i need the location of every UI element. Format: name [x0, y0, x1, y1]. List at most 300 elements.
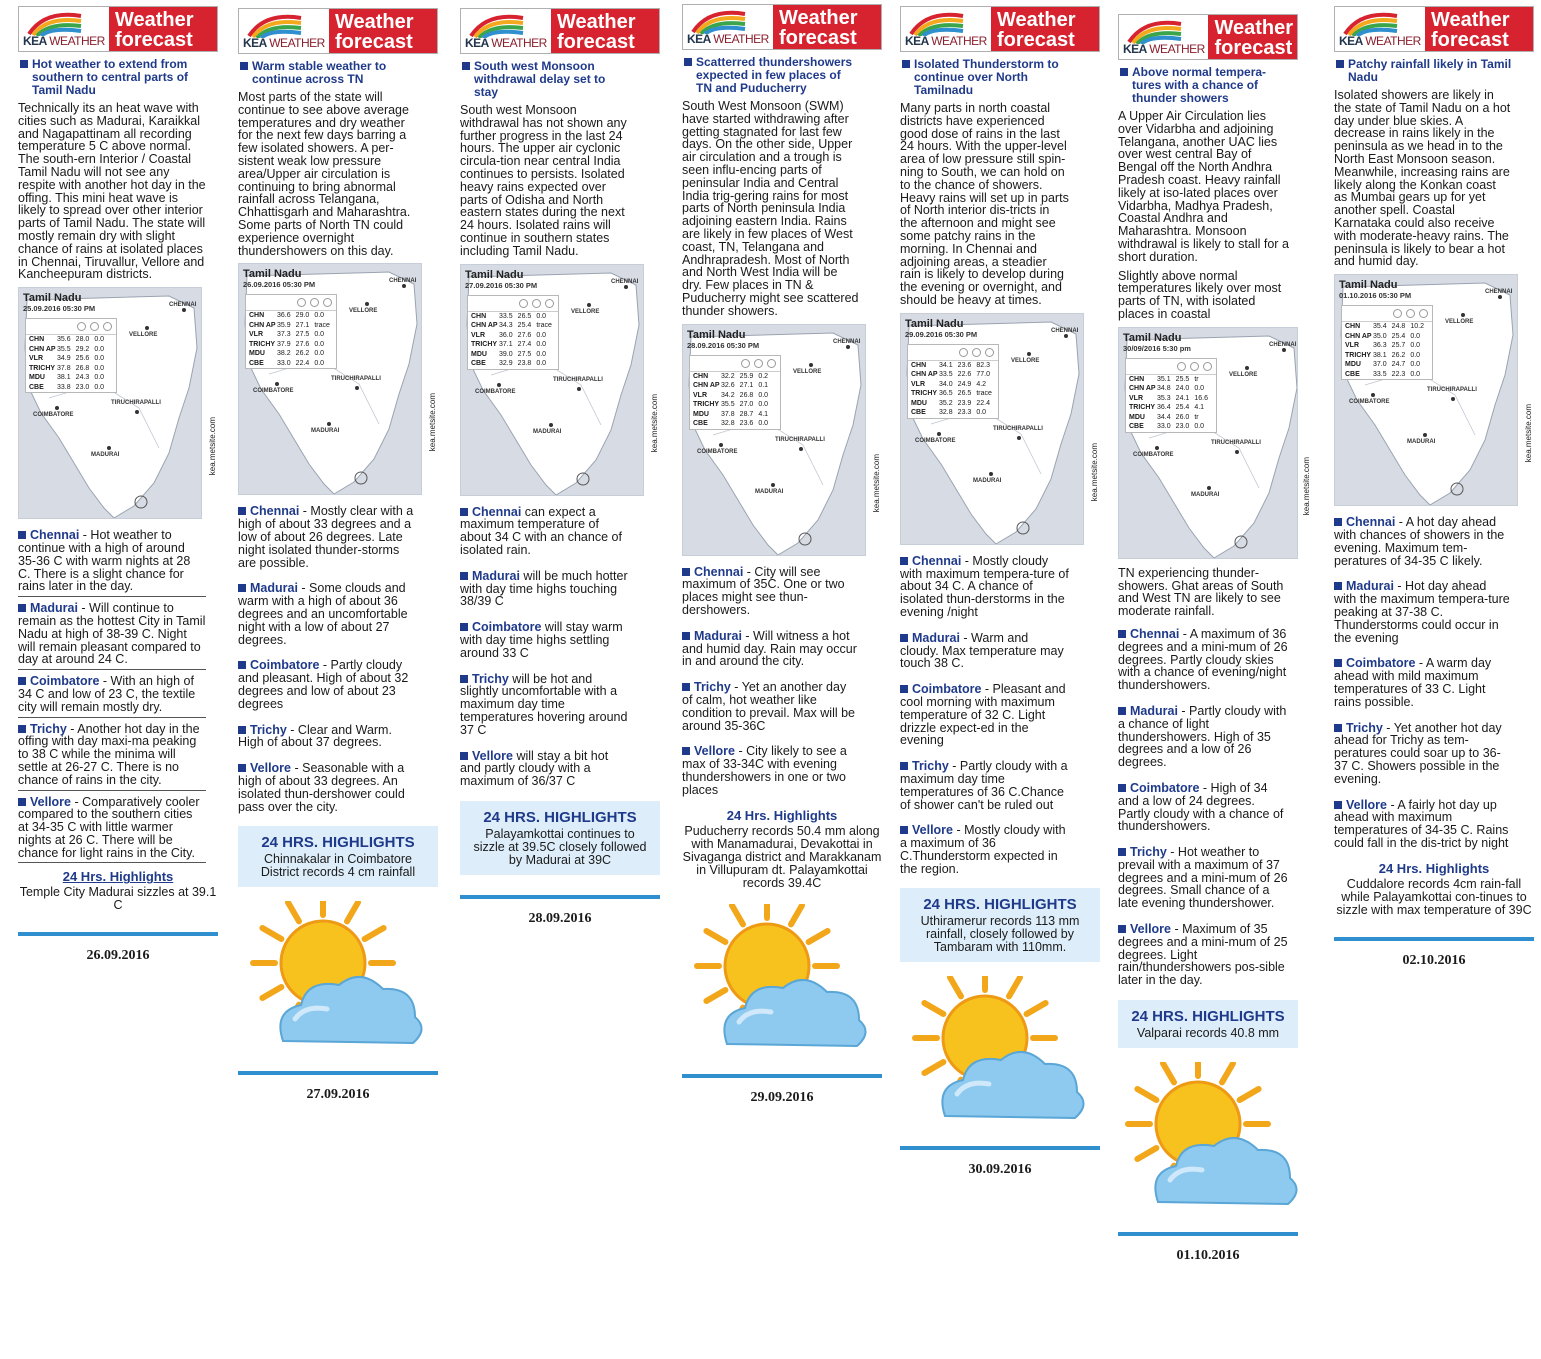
forecast-column-7 — [1334, 6, 1534, 969]
city-name: Chennai — [30, 528, 80, 543]
badge-line2: forecast — [779, 27, 857, 49]
table-row — [908, 370, 998, 380]
table-cell: 35.9 — [277, 321, 291, 329]
city-label-coimbatore: COIMBATORE — [915, 437, 956, 444]
bullet-square-icon — [1334, 724, 1342, 732]
logo-weather: WEATHER — [1149, 42, 1205, 56]
table-cell: 10.2 — [1410, 323, 1424, 331]
city-label-trichy: TIRUCHIRAPALLI — [1211, 439, 1261, 446]
highlights — [1118, 1000, 1298, 1048]
table-cell: 77.0 — [976, 371, 990, 379]
logo-weather: WEATHER — [49, 34, 105, 48]
city-label-chennai: CHENNAI — [1485, 289, 1513, 296]
city-forecast-text: - High of 34 and a low of 24 degrees. Partly cloudy with a chance of thundershowers. — [1118, 780, 1284, 834]
table-cell: 0.0 — [314, 359, 325, 367]
tamil-nadu-map — [682, 324, 866, 556]
city-name: Trichy — [250, 722, 287, 737]
divider-rule — [1334, 937, 1534, 941]
map-title: Tamil Nadu — [1339, 279, 1398, 292]
city-forecast-chennai — [460, 504, 632, 560]
table-cell: 0.0 — [314, 312, 325, 320]
tamil-nadu-map — [18, 287, 202, 519]
table-cell: CHN — [693, 372, 709, 380]
divider-rule — [460, 895, 660, 899]
table-cell: CHN AP — [29, 345, 56, 353]
table-row — [26, 364, 116, 374]
forecast-column-4 — [682, 4, 882, 1106]
table-row — [26, 354, 116, 364]
table-cell: 27.1 — [739, 382, 754, 390]
city-label-vellore: VELLORE — [793, 368, 822, 375]
divider-rule — [18, 932, 218, 936]
issue-date: 30.09.2016 — [968, 1162, 1032, 1178]
city-name: Vellore — [472, 748, 513, 763]
city-forecast-chennai — [1118, 626, 1290, 695]
city-name: Trichy — [30, 721, 67, 736]
table-cell: 35.0 — [1373, 332, 1387, 340]
city-name: Trichy — [694, 680, 731, 695]
table-cell: 0.0 — [1194, 423, 1205, 431]
table-row — [246, 330, 336, 340]
bullet-square-icon — [900, 762, 908, 770]
city-forecast-chennai — [18, 527, 206, 597]
rain-icon — [323, 298, 332, 307]
map-title: Tamil Nadu — [1123, 331, 1182, 344]
city-label-coimbatore: COIMBATORE — [1349, 399, 1390, 406]
city-label-trichy: TIRUCHIRAPALLI — [993, 425, 1043, 432]
table-cell: 32.6 — [721, 382, 735, 390]
city-forecast-text: - Comparatively cooler compared to the southern cities at 34-35 C with little warmer nights at 26 C. There will be chance for light rains in the City. — [18, 794, 200, 860]
city-label-madurai: MADURAI — [91, 452, 120, 459]
highlights — [18, 869, 218, 912]
forecast-column-3 — [460, 8, 660, 927]
bullet-square-icon — [18, 531, 26, 539]
city-name: Madurai — [912, 630, 960, 645]
table-cell: TRICHY — [29, 364, 56, 372]
column-header — [238, 8, 438, 54]
temperature-table — [1125, 358, 1217, 433]
site-url: kea.metsite.com — [1302, 457, 1311, 516]
table-cell: 0.0 — [314, 331, 325, 339]
table-cell: 27.6 — [517, 331, 532, 339]
map-title: Tamil Nadu — [687, 328, 746, 341]
city-forecast-text: - Hot day ahead with the maximum tempera-ture peaking at 37-38 C. Thunderstorms could occur in the evening — [1334, 579, 1510, 645]
moon-icon — [532, 299, 541, 308]
city-forecast-madurai — [460, 568, 632, 611]
table-cell: 32.2 — [721, 372, 735, 380]
table-cell: TRICHY — [693, 401, 720, 409]
city-forecast-trichy — [1118, 844, 1290, 913]
highlights-title: 24 HRS. HIGHLIGHTS — [1131, 1008, 1285, 1026]
city-forecast-text: will be hot and slightly uncomfortable with a maximum day time temperatures hovering around 37 C — [460, 671, 628, 737]
table-cell: 35.5 — [721, 401, 735, 409]
sun-icon — [959, 348, 968, 357]
table-cell: 29.2 — [75, 345, 90, 353]
table-cell: 24.3 — [75, 374, 90, 382]
city-label-trichy: TIRUCHIRAPALLI — [553, 376, 603, 383]
logo-kea: KEA — [905, 34, 929, 48]
bullet-square-icon — [238, 584, 246, 592]
city-name: Vellore — [1346, 797, 1387, 812]
column-header — [900, 6, 1100, 52]
city-forecast-coimbatore — [460, 619, 632, 662]
table-row — [690, 400, 780, 410]
table-cell: VLR — [249, 331, 263, 339]
city-name: Trichy — [1346, 720, 1383, 735]
city-name: Madurai — [1130, 703, 1178, 718]
city-name: Chennai — [472, 504, 522, 519]
article-body: South west Monsoon withdrawal has not shown any further progress in the last 24 hours. The upper air cyclonic circula-tion near central India continues to persists. Isolated heavy rains expected over parts of Odisha and North eastern states during the next 24 hours. Isolated rains will continue in southern states including Tamil Nadu. — [460, 103, 627, 258]
moon-icon — [1406, 309, 1415, 318]
bullet-square-icon — [1118, 925, 1126, 933]
city-forecast-text: - Partly cloudy and pleasant. High of about 32 degrees and low of about 23 degrees — [238, 658, 409, 711]
bullet-square-icon — [900, 557, 908, 565]
table-cell: 27.6 — [295, 340, 310, 348]
table-cell: trace — [314, 321, 330, 329]
table-cell: 4.1 — [1194, 404, 1205, 412]
rainbow-icon — [1125, 18, 1185, 44]
city-name: Vellore — [30, 794, 71, 809]
table-cell: 26.2 — [295, 350, 310, 358]
sun-cloud-icon — [905, 976, 1095, 1126]
pre-forecast-text: TN experiencing thunder-showers. Ghat areas of South and West TN are likely to see moderate rainfall. — [1118, 565, 1284, 619]
table-cell: 24.7 — [1391, 361, 1406, 369]
table-row — [1126, 384, 1216, 394]
city-name: Coimbatore — [472, 620, 542, 635]
table-cell: CHN AP — [1345, 332, 1372, 340]
headline: South west Monsoon withdrawal delay set to stay — [460, 60, 632, 99]
table-cell: 26.2 — [1391, 351, 1406, 359]
table-cell: VLR — [471, 331, 485, 339]
table-cell: 35.4 — [1373, 323, 1387, 331]
city-forecast-trichy — [238, 722, 416, 753]
bullet-square-icon — [460, 675, 468, 683]
sun-icon — [1393, 309, 1402, 318]
city-forecasts — [18, 527, 206, 863]
weather-forecast-badge — [1425, 7, 1533, 51]
tamil-nadu-map — [460, 264, 644, 496]
table-cell: 38.2 — [277, 350, 291, 358]
bullet-square-icon — [18, 725, 26, 733]
table-cell: 24.1 — [1175, 394, 1190, 402]
city-forecast-chennai — [238, 503, 416, 572]
bullet-square-icon — [460, 572, 468, 580]
table-cell: MDU — [1345, 361, 1361, 369]
table-cell: 34.4 — [1157, 413, 1171, 421]
city-forecast-text: - Warm and cloudy. Max temperature may touch 38 C. — [900, 630, 1064, 671]
city-forecast-madurai — [238, 580, 416, 649]
table-cell: CHN AP — [249, 321, 276, 329]
logo-weather: WEATHER — [713, 32, 769, 46]
table-cell: 24.8 — [1391, 323, 1406, 331]
divider-rule — [1118, 1232, 1298, 1236]
table-cell: 33.5 — [939, 371, 953, 379]
badge-line1: Weather — [779, 7, 858, 29]
table-cell: CBE — [1129, 423, 1144, 431]
city-forecast-text: - Another hot day in the offing with day maxi-ma peaking to 38 C while the minima will settle at 26-27 C. There is no chance of rains in the city. — [18, 721, 200, 787]
table-cell: 26.5 — [517, 312, 532, 320]
issue-date: 26.09.2016 — [86, 948, 150, 964]
table-cell: 35.3 — [1157, 394, 1171, 402]
table-cell: 0.0 — [536, 350, 547, 358]
forecast-column-1 — [18, 6, 218, 964]
table-cell: 35.2 — [939, 399, 953, 407]
table-row — [1342, 332, 1432, 342]
sun-icon — [1177, 362, 1186, 371]
table-row — [690, 372, 780, 382]
city-forecasts — [1334, 514, 1512, 853]
city-forecast-text: will stay warm with day time highs settling around 33 C — [460, 620, 623, 660]
table-row — [26, 335, 116, 345]
bullet-square-icon — [1118, 707, 1126, 715]
column-header — [682, 4, 882, 50]
badge-line1: Weather — [997, 9, 1076, 31]
table-cell: CHN — [1345, 323, 1361, 331]
city-forecast-chennai — [900, 553, 1070, 622]
issue-date: 28.09.2016 — [528, 910, 592, 926]
sun-cloud-icon — [687, 904, 877, 1054]
city-name: Trichy — [912, 759, 949, 774]
badge-line1: Weather — [1214, 17, 1293, 39]
table-cell: 0.0 — [536, 341, 547, 349]
headline: Patchy rainfall likely in Tamil Nadu — [1334, 58, 1512, 84]
city-label-vellore: VELLORE — [571, 308, 600, 315]
column-header — [1118, 14, 1298, 60]
table-row — [26, 383, 116, 393]
table-row — [1342, 341, 1432, 351]
headline: Above normal tempera-tures with a chance of thunder showers — [1118, 66, 1290, 105]
highlights-title: 24 HRS. HIGHLIGHTS — [483, 808, 637, 826]
table-row — [468, 359, 558, 369]
table-cell: 0.2 — [758, 372, 769, 380]
rain-icon — [985, 348, 994, 357]
table-cell: 25.4 — [517, 322, 532, 330]
city-name: Madurai — [250, 581, 298, 596]
table-row — [908, 408, 998, 418]
divider-rule — [238, 1071, 438, 1075]
table-cell: 23.8 — [517, 360, 532, 368]
table-cell: 24.9 — [957, 380, 972, 388]
table-cell: 32.8 — [721, 420, 735, 428]
city-name: Madurai — [694, 628, 742, 643]
table-cell: CHN AP — [471, 322, 498, 330]
bullet-square-icon — [1334, 801, 1342, 809]
city-name: Trichy — [472, 671, 509, 686]
city-forecast-text: - Seasonable with a high of about 33 degrees. An isolated thun-dershower could pass over the city. — [238, 761, 405, 814]
map-timestamp: 25.09.2016 05:30 PM — [23, 304, 96, 314]
forecast-column-5 — [900, 6, 1100, 1178]
issue-date: 27.09.2016 — [306, 1087, 370, 1103]
moon-icon — [1190, 362, 1199, 371]
city-name: Vellore — [1130, 922, 1171, 937]
city-label-chennai: CHENNAI — [1269, 341, 1297, 348]
rainbow-icon — [689, 8, 749, 34]
rainbow-icon — [907, 10, 967, 36]
table-cell: TRICHY — [249, 340, 276, 348]
kea-weather-logo — [1335, 7, 1425, 51]
table-cell: 37.9 — [277, 340, 291, 348]
highlights-title: 24 Hrs. Highlights — [62, 869, 174, 885]
logo-kea: KEA — [23, 34, 47, 48]
table-cell: TRICHY — [911, 390, 938, 398]
forecast-column-2 — [238, 8, 438, 1103]
map-timestamp: 27.09.2016 05:30 PM — [465, 280, 538, 290]
city-label-madurai: MADURAI — [973, 477, 1002, 484]
city-forecast-text: - Partly cloudy with a chance of light thundershowers. High of 35 degrees and a low of 26 degrees. — [1118, 703, 1287, 770]
city-forecast-trichy — [460, 671, 632, 740]
city-name: Madurai — [1346, 579, 1394, 594]
map-title: Tamil Nadu — [23, 292, 82, 305]
table-cell: 23.0 — [1175, 423, 1190, 431]
rainbow-icon — [1341, 10, 1401, 36]
city-forecast-coimbatore — [900, 681, 1070, 750]
city-forecasts — [460, 504, 632, 791]
bullet-square-icon — [1334, 659, 1342, 667]
city-label-trichy: TIRUCHIRAPALLI — [331, 376, 381, 383]
table-cell: CBE — [1345, 370, 1360, 378]
table-cell: CBE — [29, 383, 44, 391]
logo-kea: KEA — [1123, 42, 1147, 56]
divider-rule — [900, 1146, 1100, 1150]
city-forecast-vellore — [900, 822, 1070, 878]
city-name: Vellore — [250, 761, 291, 776]
table-cell: 32.9 — [499, 360, 513, 368]
table-cell: 34.1 — [939, 361, 953, 369]
table-cell: 0.0 — [758, 420, 769, 428]
bullet-square-icon — [460, 508, 468, 516]
table-row — [690, 391, 780, 401]
kea-weather-logo — [19, 7, 109, 51]
highlights-text: Puducherry records 50.4 mm along with Manamadurai, Devakottai in Sivaganga district and Marakkanam in Villupuram dt. Palayamkottai records 39.4C — [682, 823, 882, 890]
table-cell: CHN — [29, 336, 45, 344]
table-row — [908, 380, 998, 390]
highlights-text: Palayamkottai continues to sizzle at 39.5C closely followed by Madurai at 39C — [473, 826, 647, 867]
table-row — [1126, 422, 1216, 432]
sun-icon — [741, 359, 750, 368]
badge-line1: Weather — [335, 11, 414, 33]
table-cell: 35.5 — [57, 345, 71, 353]
table-cell: 0.0 — [94, 364, 105, 372]
table-row — [690, 381, 780, 391]
table-cell: 16.6 — [1194, 394, 1208, 402]
highlights-text: Cuddalore records 4cm rain-fall while Palayamkottai con-tinues to sizzle with max temperature of 39C — [1336, 876, 1532, 917]
table-row — [246, 349, 336, 359]
city-name: Madurai — [472, 568, 520, 583]
bullet-square-icon — [18, 604, 26, 612]
map-timestamp: 30/09/2016 5:30 pm — [1123, 343, 1191, 353]
city-forecast-trichy — [900, 758, 1070, 814]
weather-forecast-badge — [329, 9, 437, 53]
bullet-square-icon — [1334, 582, 1342, 590]
temperature-table — [25, 318, 117, 393]
city-forecast-coimbatore — [1118, 780, 1290, 836]
table-cell: 0.0 — [536, 331, 547, 339]
city-label-madurai: MADURAI — [1407, 439, 1436, 446]
table-row — [1342, 370, 1432, 380]
table-row — [1126, 394, 1216, 404]
city-label-vellore: VELLORE — [1011, 357, 1040, 364]
kea-weather-logo — [1119, 15, 1208, 59]
table-cell: CHN AP — [1129, 385, 1156, 393]
sun-icon — [519, 299, 528, 308]
bullet-square-icon — [682, 632, 690, 640]
site-url: kea.metsite.com — [1524, 404, 1533, 463]
badge-line1: Weather — [1431, 9, 1510, 31]
table-row — [246, 340, 336, 350]
kea-weather-logo — [683, 5, 773, 49]
city-label-madurai: MADURAI — [755, 488, 784, 495]
city-name: Chennai — [694, 564, 744, 579]
article-body: Many parts in north coastal districts have experienced good dose of rains in the last 24 hours. With the upper-level area of low pressure still spin-ning to South, we can hold on to the chance of showers. Heavy rains will set up in parts of North interior dis-tricts in the afternoon and might see some patchy rains in the morning. In Chennai and adjoining areas, a steadier rain is likely to develop during the evening or overnight, and should be heavy at times. — [900, 101, 1069, 307]
table-cell: 0.1 — [758, 382, 769, 390]
map-title: Tamil Nadu — [905, 317, 964, 330]
bullet-square-icon — [238, 507, 246, 515]
city-name: Trichy — [1130, 845, 1167, 860]
city-forecast-vellore — [1334, 797, 1512, 853]
logo-weather: WEATHER — [1365, 34, 1421, 48]
moon-icon — [310, 298, 319, 307]
map-timestamp: 26.09.2016 05:30 PM — [243, 280, 316, 290]
city-forecast-text: - Hot weather to continue with a high of around 35-36 C with warm nights at 28 C. There is a slight chance for rains later in the day. — [18, 528, 191, 594]
badge-line2: forecast — [1214, 37, 1293, 59]
table-row — [1126, 375, 1216, 385]
table-cell: 27.5 — [295, 331, 310, 339]
city-forecast-text: - City will see maximum of 35C. One or two places might see thun-dershowers. — [682, 564, 845, 617]
table-cell: 0.0 — [1410, 361, 1421, 369]
city-forecast-trichy — [682, 679, 860, 735]
table-cell: 0.0 — [94, 336, 105, 344]
article-body: Most parts of the state will continue to see above average temperatures and dry weather for the next few days barring a few isolated showers. A per-sistent weak low pressure area/Upper air circulation is continuing to bring abnormal rainfall across Telangana, Chhattisgarh and Maharashtra. Some parts of North TN could experience overnight thundershowers on this day. — [238, 90, 411, 258]
table-cell: 0.0 — [314, 340, 325, 348]
table-cell: MDU — [29, 374, 45, 382]
table-cell: 0.0 — [1410, 351, 1421, 359]
bullet-square-icon — [1118, 848, 1126, 856]
table-cell: trace — [976, 390, 992, 398]
city-forecast-text: - Hot weather to prevail with a maximum of 37 degrees and a mini-mum of 26 degrees. Small chance of a late evening thundershower. — [1118, 845, 1288, 911]
moon-icon — [754, 359, 763, 368]
city-forecast-chennai — [682, 564, 860, 620]
city-forecast-text: - Yet an another day of calm, hot weather like condition to prevail. Max will be around 35-36C — [682, 680, 855, 733]
city-forecast-text: - A fairly hot day up ahead with maximum temperatures of 34-35 C. Rains could fall in the dis-trict by night — [1334, 797, 1509, 850]
logo-weather: WEATHER — [931, 34, 987, 48]
highlights-text: Chinnakalar in Coimbatore District records 4 cm rainfall — [260, 852, 416, 880]
table-cell: 34.0 — [939, 380, 953, 388]
temperature-table — [907, 344, 999, 419]
highlights-title: 24 Hrs. Highlights — [726, 807, 838, 823]
table-cell: tr — [1194, 413, 1199, 421]
table-cell: 25.9 — [739, 372, 754, 380]
table-cell: 25.7 — [1391, 342, 1406, 350]
tamil-nadu-map — [1118, 327, 1298, 559]
city-label-madurai: MADURAI — [1191, 491, 1220, 498]
table-cell: 23.0 — [75, 383, 90, 391]
city-label-trichy: TIRUCHIRAPALLI — [1427, 387, 1477, 394]
sun-cloud-icon — [1118, 1062, 1308, 1212]
table-row — [246, 311, 336, 321]
city-label-coimbatore: COIMBATORE — [1133, 451, 1174, 458]
city-label-coimbatore: COIMBATORE — [253, 388, 294, 395]
city-forecast-vellore — [1118, 921, 1290, 990]
city-name: Coimbatore — [250, 658, 320, 673]
city-name: Chennai — [250, 504, 300, 519]
city-forecast-madurai — [1334, 578, 1512, 647]
table-row — [690, 410, 780, 420]
issue-date: 29.09.2016 — [750, 1089, 814, 1105]
kea-weather-logo — [239, 9, 329, 53]
table-cell: 26.8 — [739, 391, 754, 399]
bullet-square-icon — [1118, 784, 1126, 792]
table-cell: 37.1 — [499, 341, 513, 349]
